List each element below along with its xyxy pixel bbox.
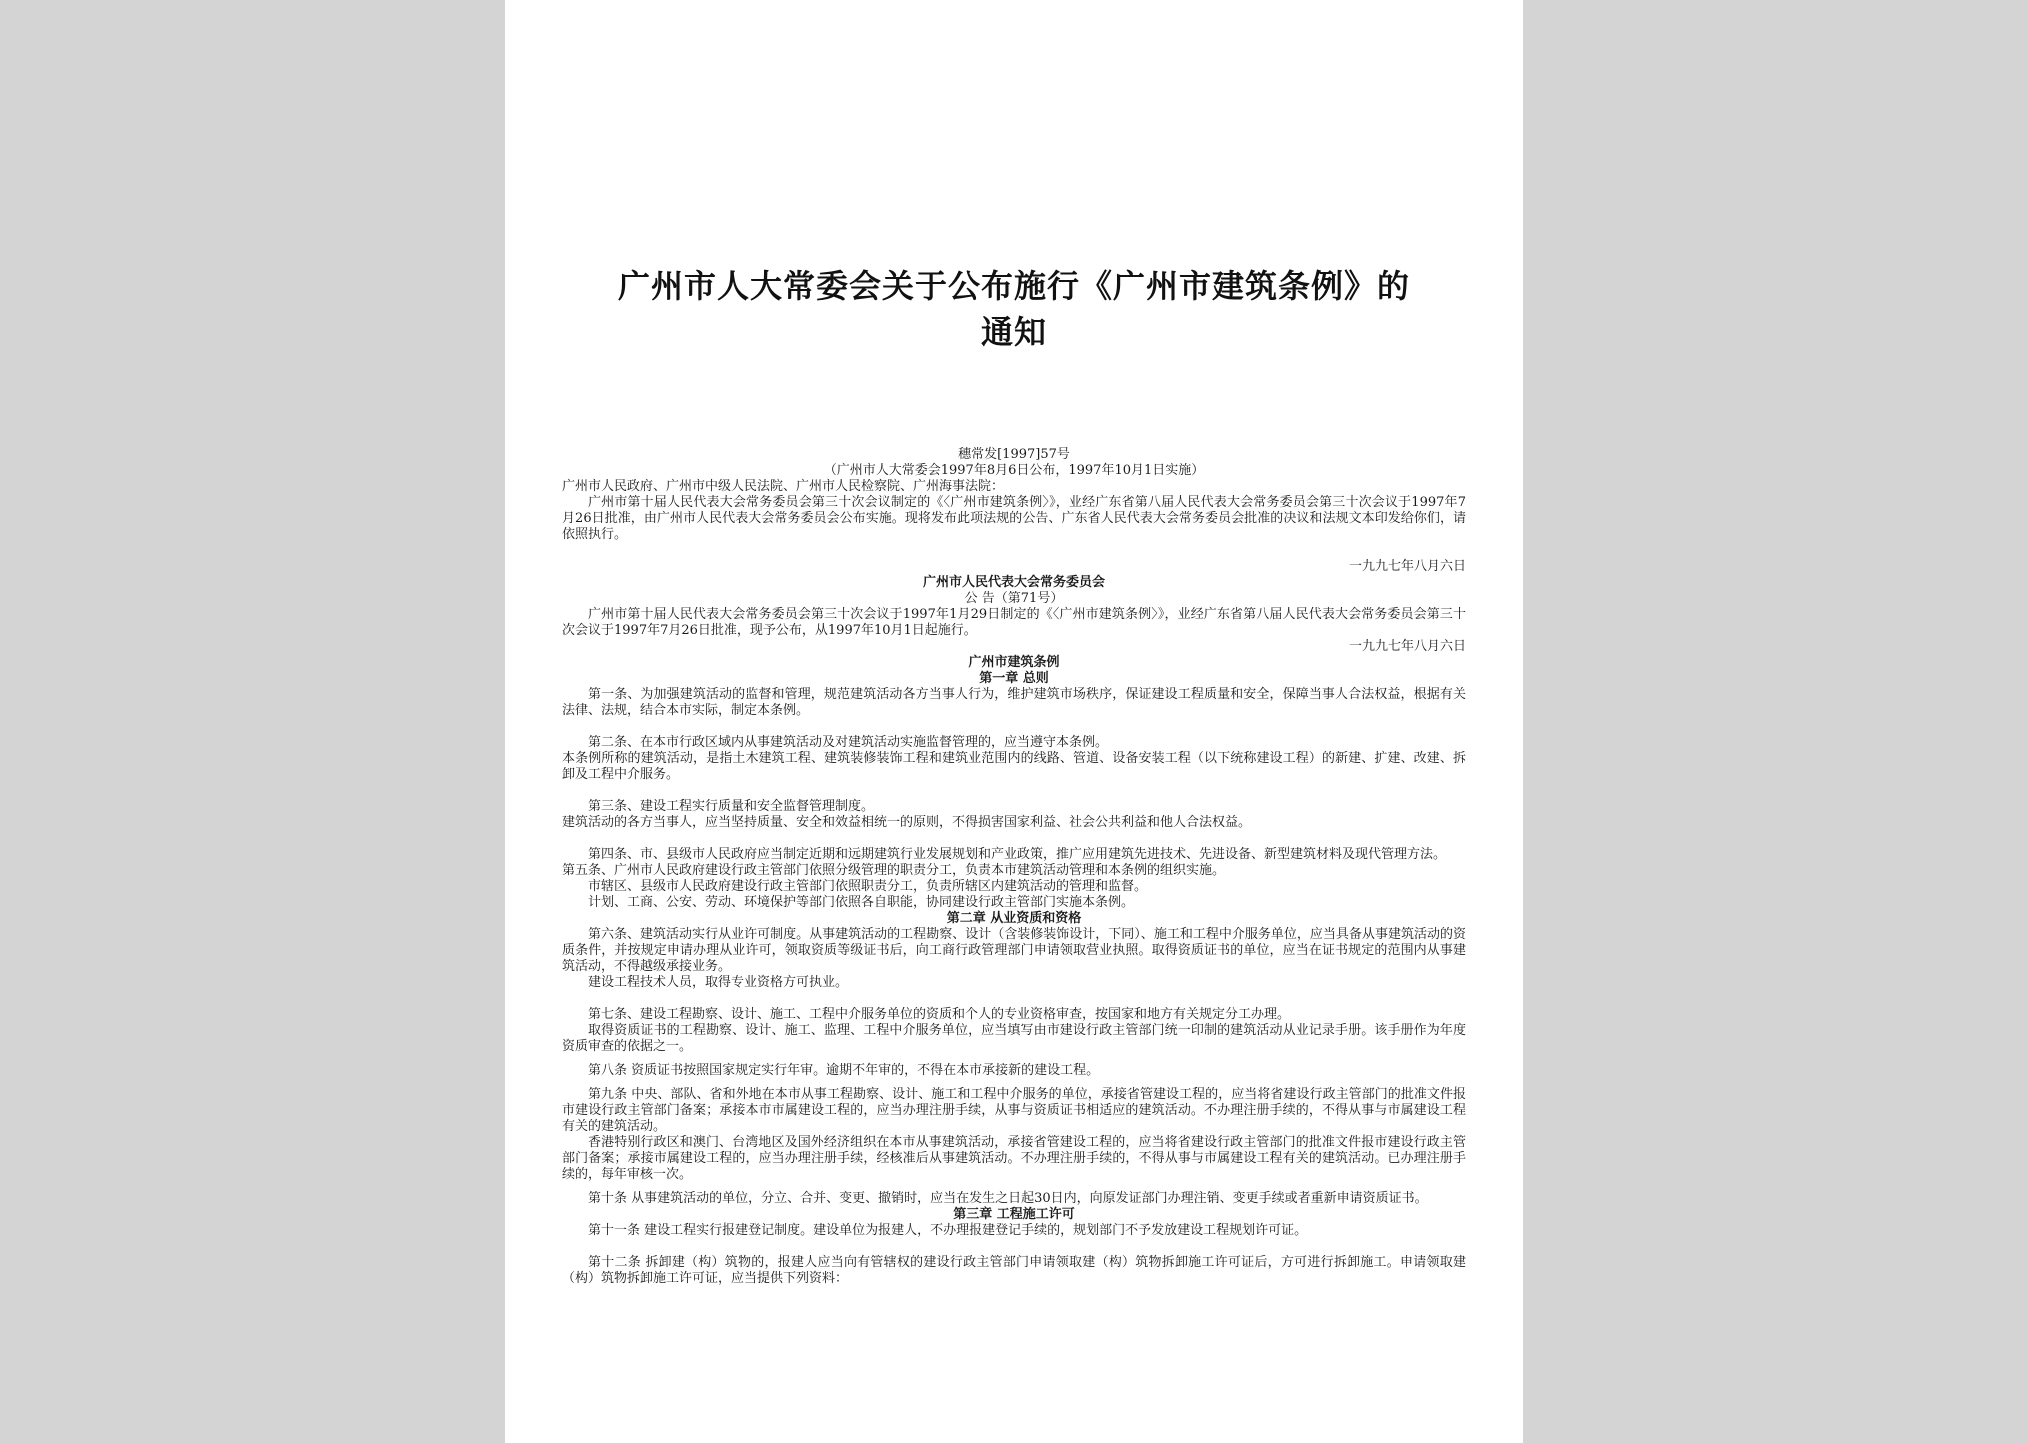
- intro-paragraph: 广州市第十届人民代表大会常务委员会第三十次会议制定的《〈广州市建筑条例〉》，业经广东省第八届人民代表大会常务委员会第三十次会议于1997年7月26日批准，由广州市人民代表大会常务委员会公布实施。现将发布此项法规的公告、广东省人民代表大会常务委员会批准的决议和法规文本印发给你们，请依照执行。: [562, 495, 1466, 542]
- article-6a: 第六条、建筑活动实行从业许可制度。从事建筑活动的工程勘察、设计（含装修装饰设计，下同）、施工和工程中介服务单位，应当具备从事建筑活动的资质条件，并按规定申请办理从业许可，领取资质等级证书后，向工商行政管理部门申请领取营业执照。取得资质证书的单位，应当在证书规定的范围内从事建筑活动，不得越级承接业务。: [562, 927, 1466, 974]
- chapter-2-heading: 第二章 从业资质和资格: [946, 911, 1082, 926]
- document-body: [562, 447, 1466, 1287]
- article-7b: 取得资质证书的工程勘察、设计、施工、监理、工程中介服务单位，应当填写由市建设行政主管部门统一印制的建筑活动从业记录手册。该手册作为年度资质审查的依据之一。: [562, 1023, 1466, 1054]
- doc-number: 穗常发[1997]57号: [958, 447, 1070, 462]
- chapter-3-heading: 第三章 工程施工许可: [953, 1207, 1075, 1222]
- article-8: 第八条 资质证书按照国家规定实行年审。逾期不年审的，不得在本市承接新的建设工程。: [588, 1063, 1100, 1078]
- article-9b: 香港特别行政区和澳门、台湾地区及国外经济组织在本市从事建筑活动，承接省管建设工程的，应当将省建设行政主管部门的批准文件报市建设行政主管部门备案；承接市属建设工程的，应当办理注册手续，经核准后从事建筑活动。不办理注册手续的，不得从事与市属建设工程有关的建筑活动。已办理注册手续的，每年审核一次。: [562, 1135, 1466, 1182]
- article-5b: 市辖区、县级市人民政府建设行政主管部门依照职责分工，负责所辖区内建筑活动的管理和监督。: [588, 879, 1148, 894]
- document-title: [562, 263, 1466, 355]
- article-3b: 建筑活动的各方当事人，应当坚持质量、安全和效益相统一的原则，不得损害国家利益、社会公共利益和他人合法权益。: [562, 815, 1252, 830]
- article-4: 第四条、市、县级市人民政府应当制定近期和远期建筑行业发展规划和产业政策，推广应用建筑先进技术、先进设备、新型建筑材料及现代管理方法。: [588, 847, 1447, 862]
- article-11: 第十一条 建设工程实行报建登记制度。建设单位为报建人，不办理报建登记手续的，规划部门不予发放建设工程规划许可证。: [588, 1223, 1308, 1238]
- article-6b: 建设工程技术人员，取得专业资格方可执业。: [588, 975, 849, 990]
- date-1: 一九九七年八月六日: [1348, 559, 1466, 574]
- article-7a: 第七条、建设工程勘察、设计、施工、工程中介服务单位的资质和个人的专业资格审查，按国家和地方有关规定分工办理。: [588, 1007, 1291, 1022]
- chapter-1-heading: 第一章 总则: [979, 671, 1049, 686]
- article-9a: 第九条 中央、部队、省和外地在本市从事工程勘察、设计、施工和工程中介服务的单位，承接省管建设工程的，应当将省建设行政主管部门的批准文件报市建设行政主管部门备案；承接本市市属建设工程的，应当办理注册手续，从事与资质证书相适应的建筑活动。不办理注册手续的，不得从事与市属建设工程有关的建筑活动。: [562, 1087, 1466, 1134]
- article-3a: 第三条、建设工程实行质量和安全监督管理制度。: [588, 799, 875, 814]
- title-line-1: 广州市人大常委会关于公布施行《广州市建筑条例》的: [617, 267, 1410, 305]
- article-5c: 计划、工商、公安、劳动、环境保护等部门依照各自职能，协同建设行政主管部门实施本条例。: [588, 895, 1135, 910]
- date-2: 一九九七年八月六日: [1348, 639, 1466, 654]
- article-5a: 第五条、广州市人民政府建设行政主管部门依照分级管理的职责分工，负责本市建筑活动管理和本条例的组织实施。: [562, 863, 1226, 878]
- committee-name: 广州市人民代表大会常务委员会: [922, 575, 1105, 590]
- article-2a: 第二条、在本市行政区域内从事建筑活动及对建筑活动实施监督管理的，应当遵守本条例。: [588, 735, 1109, 750]
- regulation-title: 广州市建筑条例: [968, 655, 1060, 670]
- doc-note: （广州市人大常委会1997年8月6日公布，1997年10月1日实施）: [823, 463, 1205, 478]
- addressees: 广州市人民政府、广州市中级人民法院、广州市人民检察院、广州海事法院：: [562, 479, 1005, 494]
- announcement-number: 公 告（第71号）: [964, 591, 1064, 606]
- article-1: 第一条、为加强建筑活动的监督和管理，规范建筑活动各方当事人行为，维护建筑市场秩序，保证建设工程质量和安全，保障当事人合法权益，根据有关法律、法规，结合本市实际，制定本条例。: [562, 687, 1466, 718]
- announcement-text: 广州市第十届人民代表大会常务委员会第三十次会议于1997年1月29日制定的《〈广州市建筑条例〉》，业经广东省第八届人民代表大会常务委员会第三十次会议于1997年7月26日批准，现予公布，从1997年10月1日起施行。: [562, 607, 1466, 638]
- article-2b: 本条例所称的建筑活动，是指土木建筑工程、建筑装修装饰工程和建筑业范围内的线路、管道、设备安装工程（以下统称建设工程）的新建、扩建、改建、拆卸及工程中介服务。: [562, 751, 1466, 782]
- title-line-2: 通知: [980, 313, 1047, 351]
- document-page: [505, 0, 1523, 1443]
- article-12: 第十二条 拆卸建（构）筑物的，报建人应当向有管辖权的建设行政主管部门申请领取建（构）筑物拆卸施工许可证后，方可进行拆卸施工。申请领取建（构）筑物拆卸施工许可证，应当提供下列资料：: [562, 1255, 1466, 1286]
- article-10: 第十条 从事建筑活动的单位，分立、合并、变更、撤销时，应当在发生之日起30日内，向原发证部门办理注销、变更手续或者重新申请资质证书。: [588, 1191, 1428, 1206]
